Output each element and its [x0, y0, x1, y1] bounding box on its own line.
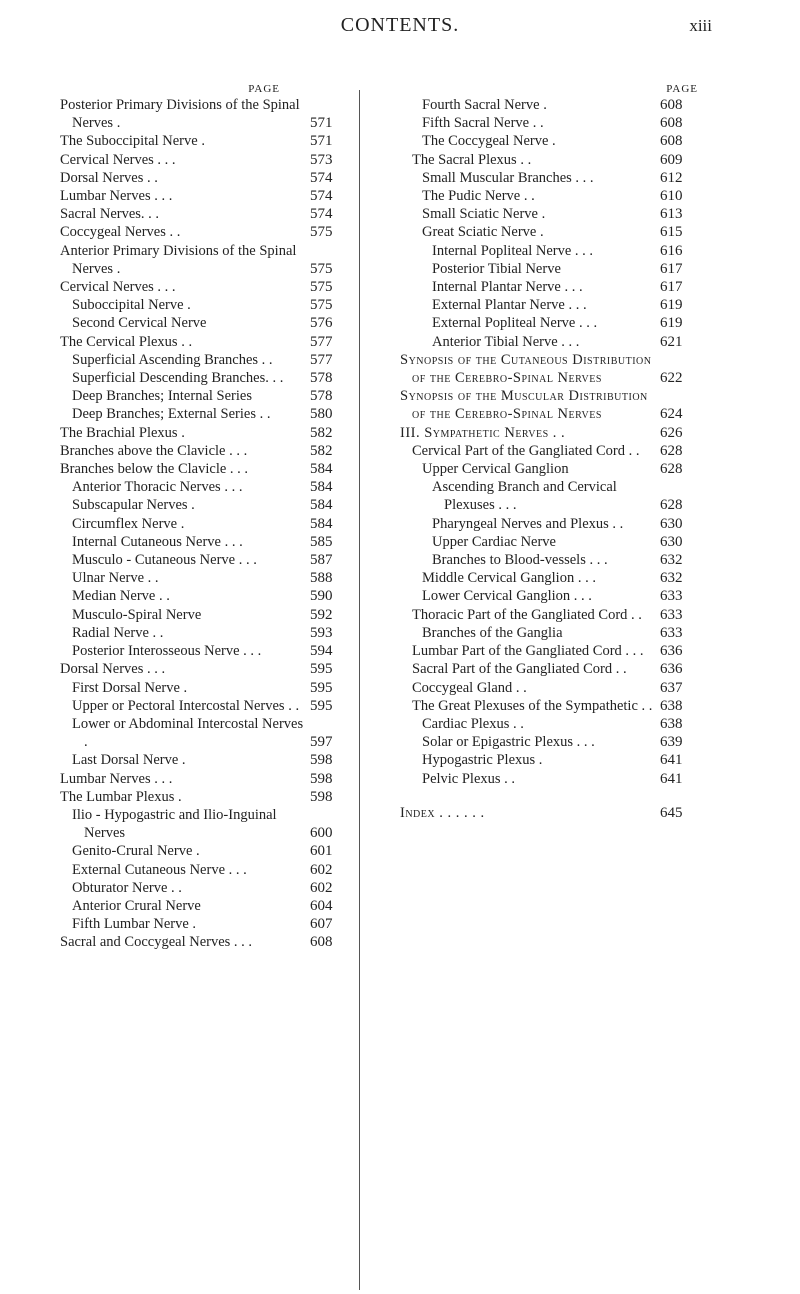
toc-entry-page: 638	[660, 715, 683, 732]
toc-entry-title: Synopsis of the Muscular Distribution of the Cerebro-Spinal Nerves	[400, 388, 648, 423]
toc-entry[interactable]	[400, 606, 700, 624]
toc-entry-title: Great Sciatic Nerve .	[422, 224, 544, 241]
toc-entry-title: Genito-Crural Nerve .	[72, 843, 200, 860]
toc-entry[interactable]	[60, 205, 350, 223]
toc-entry-title: The Cervical Plexus . .	[60, 333, 193, 350]
toc-entry-title: Musculo - Cutaneous Nerve . . .	[72, 552, 257, 569]
toc-entry-page: 573	[310, 151, 333, 168]
toc-entry-page: 637	[660, 679, 683, 696]
toc-entry-page: 632	[660, 552, 683, 569]
toc-entry-page: 641	[660, 752, 683, 769]
toc-entry[interactable]	[60, 587, 350, 605]
toc-entry-title: Solar or Epigastric Plexus . . .	[422, 734, 595, 751]
toc-entry-page: 598	[310, 770, 333, 787]
toc-left-entries	[60, 96, 350, 952]
toc-entry-title: Dorsal Nerves . .	[60, 169, 158, 186]
toc-entry-page: 609	[660, 151, 683, 168]
toc-entry-title: Anterior Tibial Nerve . . .	[432, 333, 580, 350]
toc-entry-page: 608	[660, 133, 683, 150]
toc-entry-page: 600	[310, 825, 333, 842]
toc-entry-page: 619	[660, 297, 683, 314]
page-column-heading-left: PAGE	[248, 83, 280, 95]
toc-entry-page: 584	[310, 461, 333, 478]
toc-entry-page: 610	[660, 188, 683, 205]
toc-entry-title: Fourth Sacral Nerve .	[422, 97, 547, 113]
toc-entry-page: 636	[660, 643, 683, 660]
toc-entry-page: 574	[310, 169, 333, 186]
toc-entry-title: Sacral Nerves. . .	[60, 206, 160, 223]
toc-entry-title: Obturator Nerve . .	[72, 879, 182, 896]
toc-entry-page: 608	[660, 97, 683, 113]
toc-entry[interactable]	[400, 697, 700, 715]
toc-entry-title: Branches below the Clavicle . . .	[60, 461, 249, 478]
toc-entry[interactable]	[60, 296, 350, 314]
toc-entry[interactable]	[60, 842, 350, 860]
toc-entry-title: First Dorsal Nerve .	[72, 679, 188, 696]
toc-entry[interactable]	[400, 587, 700, 605]
toc-entry-page: 633	[660, 624, 683, 641]
page-header	[0, 12, 800, 42]
toc-entry[interactable]	[400, 187, 700, 205]
toc-entry[interactable]	[400, 114, 700, 132]
toc-entry[interactable]	[60, 915, 350, 933]
toc-entry-title: Subscapular Nerves .	[72, 497, 195, 514]
toc-entry-page: 595	[310, 679, 333, 696]
toc-entry-title: Musculo-Spiral Nerve	[72, 606, 202, 623]
toc-entry[interactable]	[60, 933, 350, 951]
toc-entry-page: 615	[660, 224, 683, 241]
toc-entry-page: 608	[660, 115, 683, 132]
toc-entry-title: External Plantar Nerve . . .	[432, 297, 587, 314]
toc-entry-page: 636	[660, 661, 683, 678]
toc-entry[interactable]	[60, 333, 350, 351]
toc-entry-title: Lumbar Nerves . . .	[60, 770, 173, 787]
toc-entry-title: Posterior Interosseous Nerve . . .	[72, 643, 262, 660]
toc-entry[interactable]	[400, 151, 700, 169]
toc-entry-page: 617	[660, 260, 683, 277]
toc-entry-page: 587	[310, 552, 333, 569]
toc-entry-page: 578	[310, 388, 333, 405]
toc-entry-page: 628	[660, 497, 683, 514]
toc-entry[interactable]	[400, 733, 700, 751]
toc-entry[interactable]	[400, 132, 700, 150]
toc-entry[interactable]	[400, 551, 700, 569]
toc-entry[interactable]	[400, 278, 700, 296]
toc-entry-page: 628	[660, 461, 683, 478]
page-title: CONTENTS.	[340, 14, 460, 36]
toc-right-entries	[400, 96, 700, 788]
toc-entry-page: 574	[310, 206, 333, 223]
toc-entry[interactable]	[60, 751, 350, 769]
toc-entry-page: 571	[310, 133, 333, 150]
toc-entry-page: 601	[310, 843, 333, 860]
toc-entry[interactable]	[60, 770, 350, 788]
toc-entry-title: Cervical Nerves . . .	[60, 279, 176, 296]
toc-entry-title: Thoracic Part of the Gangliated Cord . .	[412, 606, 642, 623]
toc-entry-page: 641	[660, 770, 683, 787]
toc-entry-page: 580	[310, 406, 333, 423]
toc-entry[interactable]	[60, 442, 350, 460]
toc-entry-page: 645	[660, 804, 683, 821]
toc-entry-title: Index . . . . . .	[400, 804, 485, 821]
toc-entry-title: Radial Nerve . .	[72, 624, 164, 641]
toc-entry-page: 588	[310, 570, 333, 587]
toc-entry[interactable]	[60, 788, 350, 806]
toc-entry[interactable]	[60, 387, 350, 405]
toc-entry[interactable]	[400, 679, 700, 697]
toc-entry-title: Upper or Pectoral Intercostal Nerves . .	[72, 697, 300, 714]
toc-entry-page: 595	[310, 697, 333, 714]
toc-entry-title: Cervical Part of the Gangliated Cord . .	[412, 442, 640, 459]
toc-entry-title: The Great Plexuses of the Sympathetic . .	[412, 697, 653, 714]
toc-entry[interactable]	[60, 624, 350, 642]
toc-entry-page: 626	[660, 424, 683, 441]
toc-entry[interactable]	[400, 333, 700, 351]
toc-entry[interactable]	[60, 223, 350, 241]
toc-entry-title: Cervical Nerves . . .	[60, 151, 176, 168]
toc-entry-page: 598	[310, 788, 333, 805]
toc-entry-page: 613	[660, 206, 683, 223]
toc-entry-page: 592	[310, 606, 333, 623]
toc-entry-title: Internal Popliteal Nerve . . .	[432, 242, 594, 259]
toc-entry[interactable]	[400, 260, 700, 278]
toc-entry[interactable]	[60, 515, 350, 533]
toc-entry-page: 590	[310, 588, 333, 605]
toc-entry-title: Small Sciatic Nerve .	[422, 206, 546, 223]
toc-entry[interactable]	[400, 387, 700, 423]
toc-entry[interactable]	[400, 642, 700, 660]
toc-entry-page: 575	[310, 260, 333, 277]
toc-entry[interactable]	[400, 169, 700, 187]
toc-entry-page: 595	[310, 661, 333, 678]
toc-entry[interactable]	[400, 569, 700, 587]
toc-entry-index[interactable]	[400, 804, 700, 822]
toc-entry[interactable]	[400, 660, 700, 678]
toc-entry[interactable]	[400, 442, 700, 460]
toc-entry[interactable]	[60, 369, 350, 387]
toc-entry[interactable]	[400, 205, 700, 223]
toc-entry-page: 621	[660, 333, 683, 350]
toc-entry-page: 617	[660, 279, 683, 296]
toc-entry-page: 598	[310, 752, 333, 769]
toc-entry-title: Branches above the Clavicle . . .	[60, 442, 248, 459]
toc-entry[interactable]	[60, 96, 350, 132]
toc-entry[interactable]	[400, 242, 700, 260]
toc-entry-title: Anterior Crural Nerve	[72, 897, 201, 914]
toc-entry-title: Branches to Blood-vessels . . .	[432, 552, 608, 569]
toc-entry-title: Deep Branches; External Series . .	[72, 406, 271, 423]
toc-entry-page: 582	[310, 442, 333, 459]
toc-entry[interactable]	[60, 424, 350, 442]
toc-entry[interactable]	[60, 806, 350, 842]
toc-entry-page: 577	[310, 351, 333, 368]
toc-entry-title: Ascending Branch and Cervical Plexuses . . .	[432, 479, 617, 514]
toc-entry-page: 633	[660, 606, 683, 623]
toc-entry-page: 577	[310, 333, 333, 350]
toc-entry[interactable]	[60, 242, 350, 278]
toc-entry[interactable]	[400, 751, 700, 769]
toc-entry[interactable]	[60, 660, 350, 678]
toc-entry-title: The Pudic Nerve . .	[422, 188, 535, 205]
toc-entry[interactable]	[400, 478, 700, 514]
toc-entry-page: 574	[310, 188, 333, 205]
toc-entry-page: 628	[660, 442, 683, 459]
toc-entry[interactable]	[400, 515, 700, 533]
toc-entry-title: Last Dorsal Nerve .	[72, 752, 186, 769]
toc-entry-title: Pelvic Plexus . .	[422, 770, 516, 787]
toc-entry-page: 575	[310, 224, 333, 241]
toc-entry-page: 602	[310, 861, 333, 878]
toc-entry[interactable]	[400, 770, 700, 788]
toc-entry-page: 630	[660, 533, 683, 550]
toc-entry[interactable]	[60, 861, 350, 879]
toc-entry-title: Anterior Thoracic Nerves . . .	[72, 479, 243, 496]
toc-entry[interactable]	[400, 624, 700, 642]
toc-entry-title: Lower or Abdominal Intercostal Nerves .	[72, 715, 304, 751]
toc-entry-title: Lower Cervical Ganglion . . .	[422, 588, 592, 605]
toc-entry[interactable]	[400, 533, 700, 551]
toc-entry-page: 604	[310, 897, 333, 914]
toc-entry-title: Deep Branches; Internal Series	[72, 388, 252, 405]
toc-entry-page: 597	[310, 734, 333, 751]
toc-entry-title: External Popliteal Nerve . . .	[432, 315, 598, 332]
toc-entry-title: Lumbar Part of the Gangliated Cord . . .	[412, 643, 644, 660]
toc-entry-page: 582	[310, 424, 333, 441]
toc-entry[interactable]	[60, 496, 350, 514]
toc-entry-page: 639	[660, 734, 683, 751]
toc-entry-title: Anterior Primary Divisions of the Spinal Nerves .	[60, 242, 297, 277]
toc-entry[interactable]	[60, 132, 350, 150]
toc-entry-page: 624	[660, 406, 683, 423]
toc-entry-page: 585	[310, 533, 333, 550]
toc-entry-title: Coccygeal Nerves . .	[60, 224, 181, 241]
toc-entry-title: Internal Cutaneous Nerve . . .	[72, 533, 243, 550]
toc-entry-page: 612	[660, 169, 683, 186]
toc-entry-page: 571	[310, 115, 333, 132]
toc-entry[interactable]	[60, 642, 350, 660]
toc-entry[interactable]	[400, 296, 700, 314]
toc-entry-title: Suboccipital Nerve .	[72, 297, 191, 314]
toc-entry-page: 593	[310, 624, 333, 641]
toc-entry[interactable]	[400, 314, 700, 332]
toc-entry-title: Ilio - Hypogastric and Ilio-Inguinal Nerves	[72, 806, 277, 842]
toc-entry-title: Ulnar Nerve . .	[72, 570, 159, 587]
toc-entry-title: Posterior Primary Divisions of the Spinal Nerves .	[60, 97, 300, 132]
toc-entry-title: Superficial Descending Branches. . .	[72, 370, 284, 387]
toc-entry[interactable]	[400, 223, 700, 241]
toc-entry-title: The Lumbar Plexus .	[60, 788, 182, 805]
toc-entry-title: Branches of the Ganglia	[422, 624, 563, 641]
toc-entry[interactable]	[400, 96, 700, 114]
toc-entry-page: 602	[310, 879, 333, 896]
toc-entry-title: Sacral Part of the Gangliated Cord . .	[412, 661, 627, 678]
toc-entry-page: 607	[310, 916, 333, 933]
toc-entry-title: External Cutaneous Nerve . . .	[72, 861, 247, 878]
toc-entry[interactable]	[60, 151, 350, 169]
toc-entry-page: 584	[310, 515, 333, 532]
toc-entry[interactable]	[60, 606, 350, 624]
toc-entry-title: Pharyngeal Nerves and Plexus . .	[432, 515, 624, 532]
toc-entry[interactable]	[60, 879, 350, 897]
toc-entry-page: 578	[310, 370, 333, 387]
page-column-heading-right: PAGE	[666, 83, 698, 95]
toc-entry-title: The Coccygeal Nerve .	[422, 133, 556, 150]
toc-entry-page: 576	[310, 315, 333, 332]
toc-entry[interactable]	[60, 679, 350, 697]
toc-entry-page: 594	[310, 643, 333, 660]
toc-entry[interactable]	[400, 424, 700, 442]
toc-entry[interactable]	[60, 569, 350, 587]
toc-entry-page: 630	[660, 515, 683, 532]
toc-entry[interactable]	[400, 351, 700, 387]
toc-entry[interactable]	[400, 715, 700, 733]
toc-entry-title: Median Nerve . .	[72, 588, 170, 605]
toc-entry[interactable]	[60, 551, 350, 569]
toc-entry-title: Posterior Tibial Nerve	[432, 260, 561, 277]
toc-entry-page: 619	[660, 315, 683, 332]
toc-entry-title: III. Sympathetic Nerves . .	[400, 424, 566, 441]
toc-entry-page: 584	[310, 497, 333, 514]
toc-entry-page: 622	[660, 370, 683, 387]
toc-entry-title: Lumbar Nerves . . .	[60, 188, 173, 205]
toc-entry-title: Fifth Lumbar Nerve .	[72, 916, 197, 933]
toc-entry[interactable]	[60, 314, 350, 332]
toc-entry[interactable]	[60, 897, 350, 915]
column-divider	[359, 90, 360, 1290]
toc-entry-title: Cardiac Plexus . .	[422, 715, 524, 732]
toc-entry-title: Circumflex Nerve .	[72, 515, 185, 532]
toc-entry-title: Dorsal Nerves . . .	[60, 661, 166, 678]
toc-entry[interactable]	[60, 715, 350, 751]
toc-entry[interactable]	[60, 478, 350, 496]
toc-entry[interactable]	[60, 278, 350, 296]
toc-right-column	[400, 80, 700, 822]
toc-entry-title: Upper Cardiac Nerve	[432, 533, 556, 550]
toc-entry-page: 616	[660, 242, 683, 259]
toc-entry[interactable]	[400, 460, 700, 478]
toc-entry-title: Small Muscular Branches . . .	[422, 169, 594, 186]
toc-entry[interactable]	[60, 169, 350, 187]
toc-entry-title: The Sacral Plexus . .	[412, 151, 532, 168]
toc-entry-title: Synopsis of the Cutaneous Distribution of the Cerebro-Spinal Nerves	[400, 351, 652, 387]
toc-entry[interactable]	[60, 351, 350, 369]
toc-entry-title: The Brachial Plexus .	[60, 424, 185, 441]
toc-entry-page: 632	[660, 570, 683, 587]
toc-entry-title: Superficial Ascending Branches . .	[72, 351, 273, 368]
toc-entry[interactable]	[60, 187, 350, 205]
toc-entry-page: 584	[310, 479, 333, 496]
toc-entry-page: 638	[660, 697, 683, 714]
toc-entry[interactable]	[60, 697, 350, 715]
toc-entry-title: Hypogastric Plexus .	[422, 752, 543, 769]
toc-entry-title: Second Cervical Nerve	[72, 315, 207, 332]
toc-entry-title: Sacral and Coccygeal Nerves . . .	[60, 934, 253, 951]
toc-entry-page: 575	[310, 297, 333, 314]
toc-entry-title: The Suboccipital Nerve .	[60, 133, 205, 150]
toc-entry[interactable]	[60, 460, 350, 478]
toc-entry-page: 575	[310, 279, 333, 296]
toc-entry[interactable]	[60, 533, 350, 551]
toc-entry-title: Internal Plantar Nerve . . .	[432, 279, 583, 296]
toc-entry-page: 608	[310, 934, 333, 951]
toc-entry-title: Upper Cervical Ganglion	[422, 461, 569, 478]
toc-entry[interactable]	[60, 405, 350, 423]
toc-left-column	[60, 80, 350, 952]
toc-entry-title: Middle Cervical Ganglion . . .	[422, 570, 596, 587]
toc-entry-title: Fifth Sacral Nerve . .	[422, 115, 544, 132]
toc-entry-page: 633	[660, 588, 683, 605]
page-number: xiii	[689, 16, 712, 35]
toc-entry-title: Coccygeal Gland . .	[412, 679, 527, 696]
